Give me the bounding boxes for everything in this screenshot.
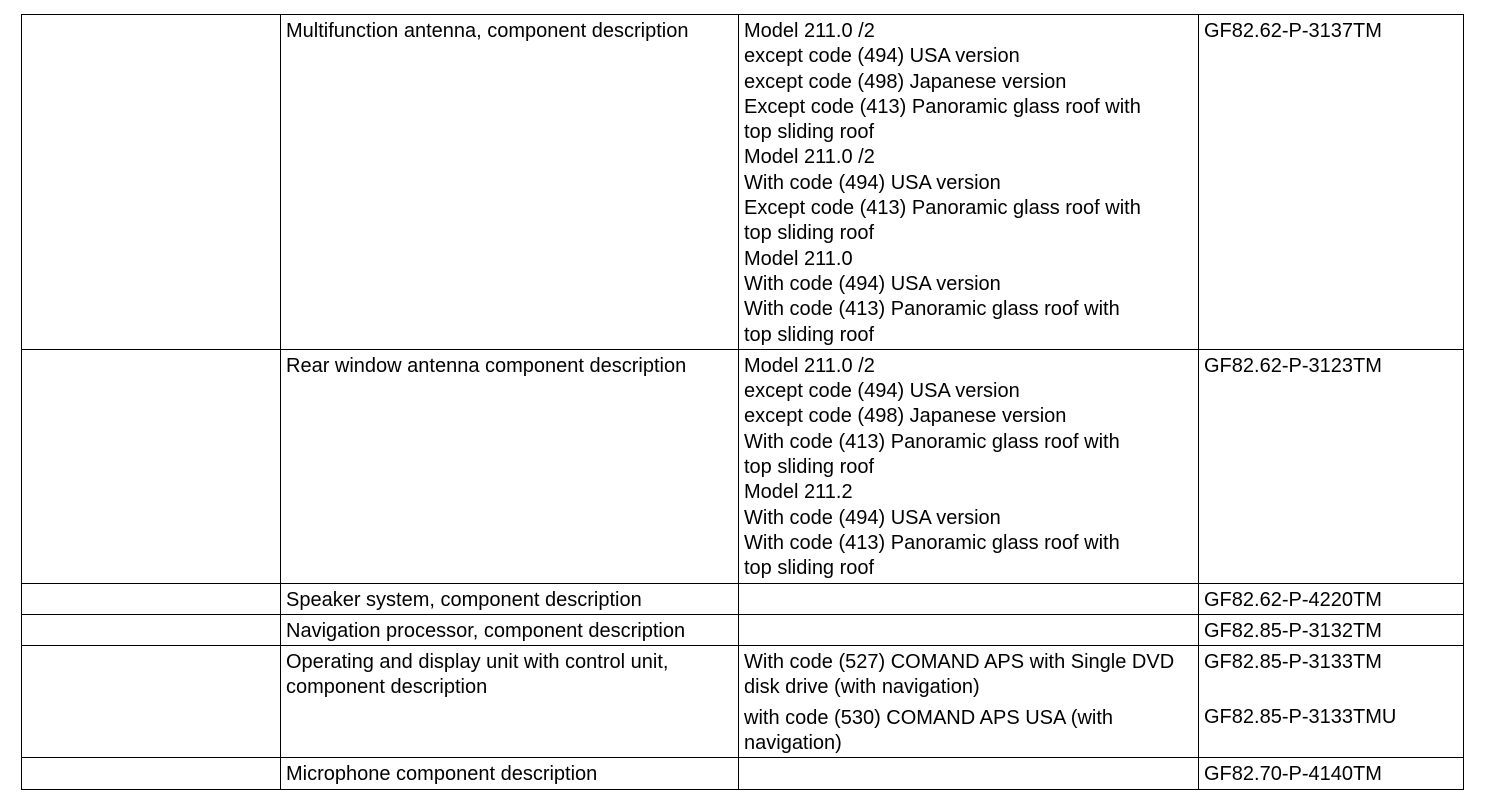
empty-cell — [22, 614, 281, 645]
conditions-cell — [739, 614, 1199, 645]
condition-line: except code (498) Japanese version — [744, 70, 1067, 93]
condition-line: top sliding roof — [744, 222, 875, 245]
condition-line: With code (413) Panoramic glass roof with — [744, 531, 1120, 554]
condition-line: Except code (413) Panoramic glass roof with — [744, 197, 1141, 220]
conditions-cell — [739, 349, 1199, 583]
component-name: Operating and display unit with control unit, component description — [281, 646, 739, 758]
empty-cell — [22, 758, 281, 789]
condition-line: Model 211.0 /2 — [744, 20, 875, 42]
reference-code: GF82.70-P-4140TM — [1199, 758, 1464, 789]
condition-line: With code (494) USA version — [744, 272, 1001, 295]
condition-line: except code (494) USA version — [744, 380, 1020, 403]
condition-line: With code (494) USA version — [744, 171, 1001, 194]
condition-line: Model 211.2 — [744, 481, 853, 504]
condition-line: top sliding roof — [744, 121, 875, 144]
reference-code: GF82.62-P-3123TM — [1199, 349, 1464, 583]
condition-line: except code (494) USA version — [744, 45, 1020, 68]
component-name: Microphone component description — [281, 758, 739, 789]
reference-code: GF82.62-P-3137TM — [1199, 15, 1464, 350]
table-row — [22, 349, 1464, 583]
conditions-cell — [739, 646, 1199, 758]
component-name: Multifunction antenna, component description — [281, 15, 739, 350]
reference-code: GF82.62-P-4220TM — [1199, 583, 1464, 614]
table-row — [22, 614, 1464, 645]
empty-cell — [22, 583, 281, 614]
table-row — [22, 15, 1464, 350]
condition-line: Model 211.0 /2 — [744, 354, 875, 377]
empty-cell — [22, 15, 281, 350]
component-name: Speaker system, component description — [281, 583, 739, 614]
condition-block: with code (530) COMAND APS USA (with navigation) — [744, 706, 1114, 755]
condition-line: Except code (413) Panoramic glass roof with — [744, 95, 1141, 118]
condition-line: except code (498) Japanese version — [744, 405, 1067, 428]
condition-block: With code (527) COMAND APS with Single DVD disk drive (with navigation) — [744, 651, 1175, 699]
table-row — [22, 758, 1464, 789]
table-row — [22, 646, 1464, 758]
table-row — [22, 583, 1464, 614]
reference-code: GF82.85-P-3132TM — [1199, 614, 1464, 645]
reference-code: GF82.85-P-3133TMU — [1204, 706, 1397, 729]
condition-line: Model 211.0 — [744, 247, 853, 270]
reference-code: GF82.85-P-3133TM — [1204, 651, 1382, 674]
component-name: Rear window antenna component description — [281, 349, 739, 583]
condition-line: Model 211.0 /2 — [744, 146, 875, 169]
condition-line: With code (413) Panoramic glass roof with — [744, 298, 1120, 321]
empty-cell — [22, 349, 281, 583]
condition-line: top sliding roof — [744, 323, 875, 346]
component-name: Navigation processor, component description — [281, 614, 739, 645]
conditions-cell — [739, 758, 1199, 789]
condition-line: With code (413) Panoramic glass roof with — [744, 430, 1120, 453]
condition-line: top sliding roof — [744, 456, 875, 479]
conditions-cell — [739, 583, 1199, 614]
reference-cell — [1199, 646, 1464, 758]
conditions-cell — [739, 15, 1199, 350]
condition-line: top sliding roof — [744, 557, 875, 580]
condition-line: With code (494) USA version — [744, 506, 1001, 529]
component-table — [21, 14, 1464, 790]
empty-cell — [22, 646, 281, 758]
